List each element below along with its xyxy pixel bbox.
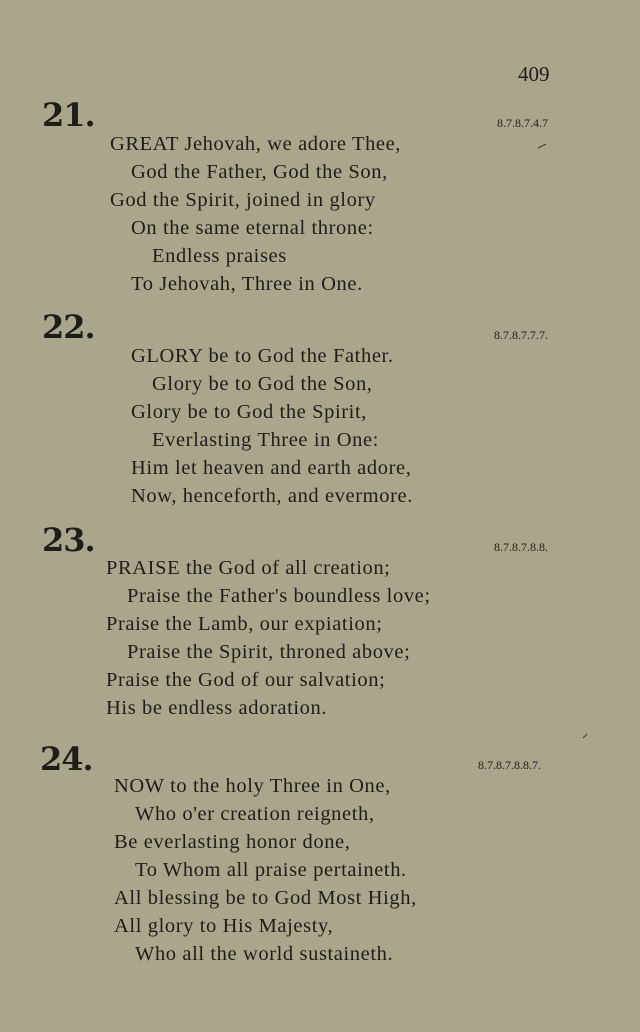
verse-line: Glory be to God the Spirit, bbox=[131, 401, 367, 423]
hymn-number: 24. bbox=[40, 740, 93, 778]
verse-line: God the Spirit, joined in glory bbox=[110, 189, 376, 211]
verse-line: GREAT Jehovah, we adore Thee, bbox=[110, 133, 402, 155]
hymn-meter: 8.7.8.7.8.8. bbox=[494, 540, 548, 554]
hymn-number: 23. bbox=[42, 521, 95, 559]
hymn-meter: 8.7.8.7.7.7. bbox=[494, 328, 548, 342]
verse-line: Praise the Lamb, our expiation; bbox=[106, 613, 383, 635]
hymn-number: 21. bbox=[42, 96, 95, 134]
verse-line: To Jehovah, Three in One. bbox=[131, 273, 363, 295]
verse-line: Him let heaven and earth adore, bbox=[131, 457, 412, 479]
verse-line: Be everlasting honor done, bbox=[114, 831, 351, 853]
page-number: 409 bbox=[518, 62, 550, 86]
verse-line: Glory be to God the Son, bbox=[152, 373, 373, 395]
verse-line: All glory to His Majesty, bbox=[114, 915, 334, 937]
hymn-meter: 8.7.8.7.8.8.7. bbox=[478, 758, 541, 772]
verse-line: All blessing be to God Most High, bbox=[114, 887, 417, 909]
verse-line: God the Father, God the Son, bbox=[131, 161, 388, 183]
print-mark bbox=[538, 144, 546, 148]
verse-line: Who all the world sustaineth. bbox=[135, 943, 394, 965]
verse-line: Endless praises bbox=[152, 245, 287, 267]
hymn-meter: 8.7.8.7.4.7 bbox=[497, 116, 548, 130]
verse-line: PRAISE the God of all creation; bbox=[106, 557, 391, 579]
verse-line: GLORY be to God the Father. bbox=[131, 345, 394, 367]
verse-line: His be endless adoration. bbox=[106, 697, 328, 719]
verse-line: Praise the God of our salvation; bbox=[106, 669, 386, 691]
verse-line: Who o'er creation reigneth, bbox=[135, 803, 375, 825]
verse-line: NOW to the holy Three in One, bbox=[114, 775, 391, 797]
verse-line: Everlasting Three in One: bbox=[152, 429, 379, 451]
verse-line: On the same eternal throne: bbox=[131, 217, 374, 239]
verse-line: To Whom all praise pertaineth. bbox=[135, 859, 407, 881]
hymn-number: 22. bbox=[42, 308, 95, 346]
verse-line: Now, henceforth, and evermore. bbox=[131, 485, 413, 507]
print-mark bbox=[583, 734, 587, 738]
verse-line: Praise the Father's boundless love; bbox=[127, 585, 431, 607]
verse-line: Praise the Spirit, throned above; bbox=[127, 641, 411, 663]
